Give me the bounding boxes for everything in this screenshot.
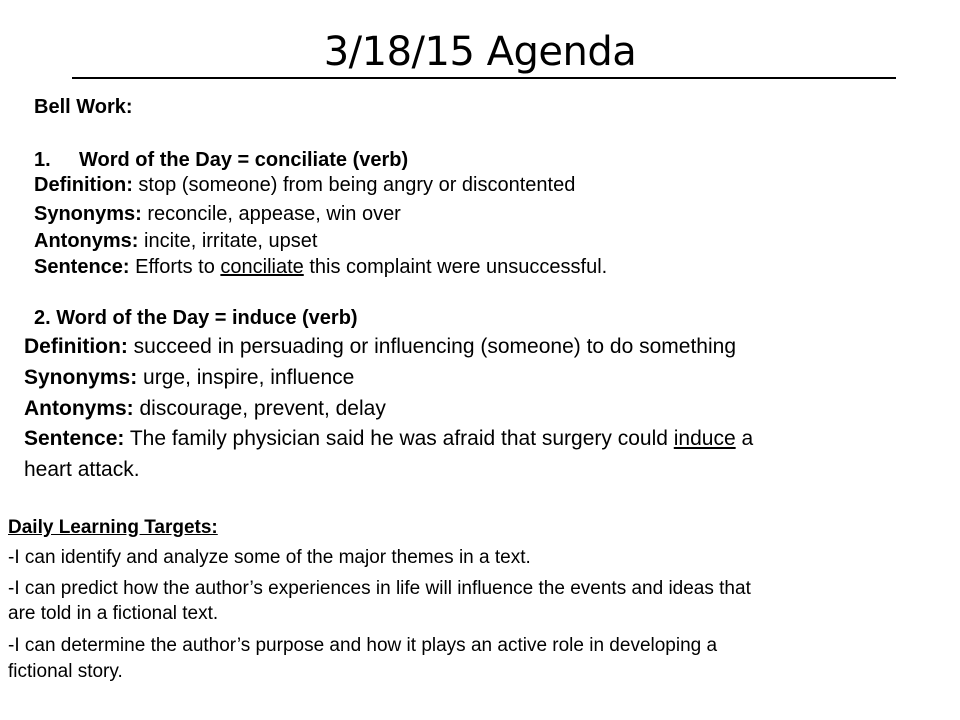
word2-definition: [24, 334, 736, 360]
word1-definition-text: stop (someone) from being angry or discontented: [132, 174, 576, 196]
word1-number: 1.: [34, 149, 51, 171]
word1-antonyms: [34, 229, 317, 253]
page-title: 3/18/15 Agenda: [323, 29, 637, 75]
word1-heading: [34, 148, 408, 172]
word2-antonyms-label: Antonyms:: [24, 397, 134, 420]
word2-sentence-after: a: [735, 427, 754, 450]
word2-sentence-continued: heart attack.: [24, 458, 140, 481]
bell-work-heading: Bell Work:: [34, 96, 133, 118]
word1-antonyms-text: incite, irritate, upset: [138, 230, 318, 252]
word1-synonyms-label: Synonyms:: [34, 203, 142, 225]
word1-synonyms-text: reconcile, appease, win over: [141, 203, 401, 225]
title-divider: [72, 77, 896, 79]
word2-sentence: [24, 426, 753, 452]
word1-sentence-after: this complaint were unsuccessful.: [303, 256, 608, 278]
word2-antonyms: [24, 396, 386, 422]
word2-antonyms-text: discourage, prevent, delay: [133, 397, 386, 420]
word2-sentence-before: The family physician said he was afraid that surgery could: [124, 427, 674, 450]
targets-heading: Daily Learning Targets:: [8, 517, 218, 538]
word2-sentence-label: Sentence:: [24, 427, 125, 450]
word2-synonyms-text: urge, inspire, influence: [137, 366, 355, 389]
word1-synonyms: [34, 202, 401, 226]
word2-synonyms: [24, 365, 354, 391]
word2-synonyms-label: Synonyms:: [24, 366, 138, 389]
target-line: -I can identify and analyze some of the major themes in a text.: [8, 547, 531, 568]
word1-sentence-before: Efforts to: [129, 256, 221, 278]
target-line: -I can predict how the author’s experiences in life will influence the events and ideas that: [8, 578, 751, 599]
word1-definition: [34, 173, 575, 197]
word2-definition-label: Definition:: [24, 335, 128, 358]
word1-sentence-label: Sentence:: [34, 256, 130, 278]
word1-antonyms-label: Antonyms:: [34, 230, 139, 252]
word1-title: Word of the Day = conciliate (verb): [79, 149, 409, 171]
word1-definition-label: Definition:: [34, 174, 133, 196]
target-line: are told in a fictional text.: [8, 603, 219, 624]
target-line: fictional story.: [8, 661, 123, 682]
word2-heading: 2. Word of the Day = induce (verb): [34, 307, 358, 329]
target-line: -I can determine the author’s purpose and how it plays an active role in developing a: [8, 635, 718, 656]
word1-sentence-word: conciliate: [220, 256, 304, 278]
word2-sentence-word: induce: [673, 427, 736, 450]
word1-sentence: [34, 255, 607, 279]
word2-definition-text: succeed in persuading or influencing (someone) to do something: [127, 335, 737, 358]
